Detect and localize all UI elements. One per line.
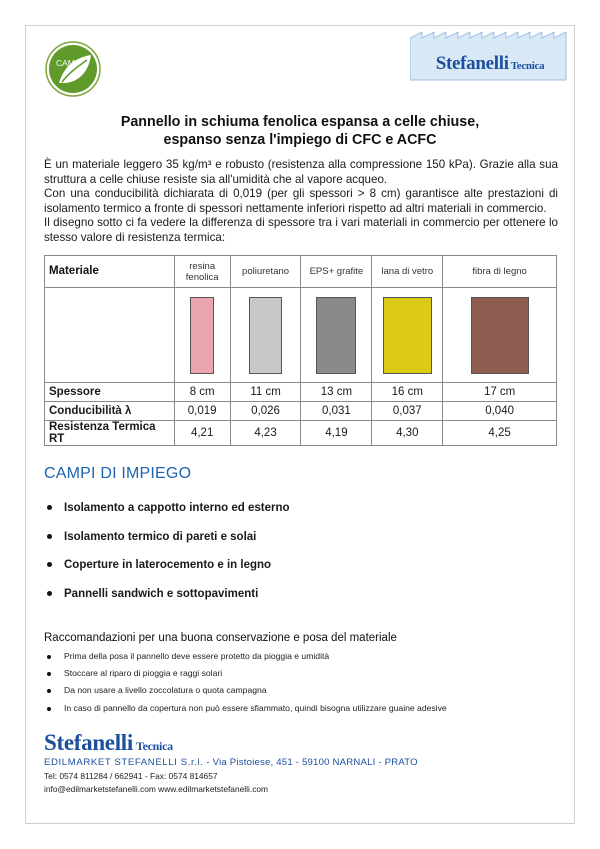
brand-logo-top <box>410 30 570 82</box>
list-item <box>44 523 544 552</box>
list-item <box>44 580 544 609</box>
list-item-text: Coperture in laterocemento e in legno <box>64 559 272 571</box>
table-cell: 11 cm <box>230 383 301 402</box>
table-swatch-row <box>45 288 557 383</box>
title-line-1: Pannello in schiuma fenolica espansa a celle chiuse, <box>120 114 480 130</box>
footer-contacts: info@edilmarketstefanelli.com www.edilmarketstefanelli.com <box>44 784 269 794</box>
material-name: fibra di legno <box>443 256 557 288</box>
row-label-spessore: Spessore <box>45 383 175 402</box>
table-header-row <box>45 256 557 288</box>
list-item-text: In caso di pannello da copertura non può essere sfiammato, quindi bisogna utilizzare guaine adesive <box>64 702 447 713</box>
footer-company-address <box>44 757 418 768</box>
recommendations-title: Raccomandazioni per una buona conservazione e posa del materiale <box>44 632 397 644</box>
table-cell: 0,040 <box>443 402 557 421</box>
footer-company: EDILMARKET STEFANELLI S.r.l. <box>44 757 204 768</box>
table-cell: 17 cm <box>443 383 557 402</box>
table-row <box>45 421 557 446</box>
footer-brand-logo <box>44 730 173 756</box>
table-cell: 0,019 <box>174 402 230 421</box>
list-item <box>44 494 544 523</box>
intro-text <box>44 158 558 246</box>
table-cell: 4,30 <box>372 421 443 446</box>
table-cell: 8 cm <box>174 383 230 402</box>
materials-table <box>44 255 557 446</box>
campi-list <box>44 494 544 608</box>
footer-brand-name: Stefanelli <box>44 730 133 755</box>
footer-brand-sub: Tecnica <box>136 739 173 753</box>
list-item <box>44 700 544 717</box>
material-swatch <box>316 297 356 374</box>
cam-label: CAM <box>56 58 75 68</box>
list-item <box>44 648 544 665</box>
swatch-cell <box>301 288 372 383</box>
list-item <box>44 551 544 580</box>
list-item-text: Da non usare a livello zoccolatura o quota campagna <box>64 685 267 696</box>
list-item <box>44 682 544 699</box>
table-cell: 16 cm <box>372 383 443 402</box>
list-item-text: Stoccare al riparo di pioggia e raggi solari <box>64 668 223 679</box>
table-cell: 4,19 <box>301 421 372 446</box>
title-line-2: espanso senza l'impiego di CFC e ACFC <box>163 132 437 148</box>
intro-paragraph: È un materiale leggero 35 kg/m³ e robusto (resistenza alla compressione 150 kPa). Grazie alla sua struttura a celle chiuse resiste sia all'umidità che al vapore acqueo. <box>44 158 558 186</box>
list-item-text: Prima della posa il pannello deve essere protetto da pioggia e umidità <box>64 651 330 661</box>
bullet-icon <box>47 655 51 659</box>
bullet-icon <box>47 707 51 711</box>
table-cell: 4,25 <box>443 421 557 446</box>
list-item-text: Isolamento a cappotto interno ed esterno <box>64 502 290 514</box>
bullet-icon <box>47 672 51 676</box>
material-swatch <box>249 297 282 374</box>
table-cell: 0,026 <box>230 402 301 421</box>
footer-address: - Via Pistoiese, 451 - 59100 NARNALI - PRATO <box>203 757 418 768</box>
swatch-cell <box>174 288 230 383</box>
list-item <box>44 665 544 682</box>
material-swatch <box>471 297 529 374</box>
material-swatch <box>383 297 432 374</box>
page-title <box>40 113 560 149</box>
table-cell: 4,23 <box>230 421 301 446</box>
footer-phone: Tel: 0574 811284 / 662941 - Fax: 0574 814657 <box>44 771 218 781</box>
swatch-cell <box>230 288 301 383</box>
list-item-text: Pannelli sandwich e sottopavimenti <box>64 587 259 600</box>
brand-sub: Tecnica <box>510 60 545 72</box>
material-swatch <box>190 297 214 374</box>
row-label-conducibilita: Conducibilità λ <box>45 402 175 421</box>
material-name: resina fenolica <box>174 256 230 288</box>
swatch-cell <box>372 288 443 383</box>
list-item-text: Isolamento termico di pareti e solai <box>64 530 257 543</box>
material-name: EPS+ grafite <box>301 256 372 288</box>
table-header-label: Materiale <box>45 256 175 288</box>
bullet-icon <box>47 534 52 539</box>
brand-wordmark <box>410 50 570 78</box>
cam-logo <box>45 41 101 97</box>
intro-paragraph: Il disegno sotto ci fa vedere la differenza di spessore tra i vari materiali in commercio per ottenere lo stesso valore di resistenza termica: <box>44 216 558 244</box>
table-cell: 13 cm <box>301 383 372 402</box>
campi-title: CAMPI DI IMPIEGO <box>44 465 192 482</box>
bullet-icon <box>47 591 52 596</box>
table-cell: 4,21 <box>174 421 230 446</box>
table-cell: 0,037 <box>372 402 443 421</box>
table-row <box>45 402 557 421</box>
material-name: lana di vetro <box>372 256 443 288</box>
empty-cell <box>45 288 175 383</box>
intro-paragraph: Con una conducibilità dichiarata di 0,019 (per gli spessori > 8 cm) garantisce alte prestazioni di isolamento termico a fronte di spessori nettamente inferiori rispetto ad altri materiali in commercio. <box>44 187 558 215</box>
bullet-icon <box>47 562 52 567</box>
brand-name: Stefanelli <box>435 53 509 74</box>
table-cell: 0,031 <box>301 402 372 421</box>
bullet-icon <box>47 689 51 693</box>
row-label-resistenza: Resistenza Termica RT <box>45 421 175 446</box>
table-row <box>45 383 557 402</box>
material-name: poliuretano <box>230 256 301 288</box>
recommendations-list <box>44 648 544 717</box>
swatch-cell <box>443 288 557 383</box>
bullet-icon <box>47 505 52 510</box>
